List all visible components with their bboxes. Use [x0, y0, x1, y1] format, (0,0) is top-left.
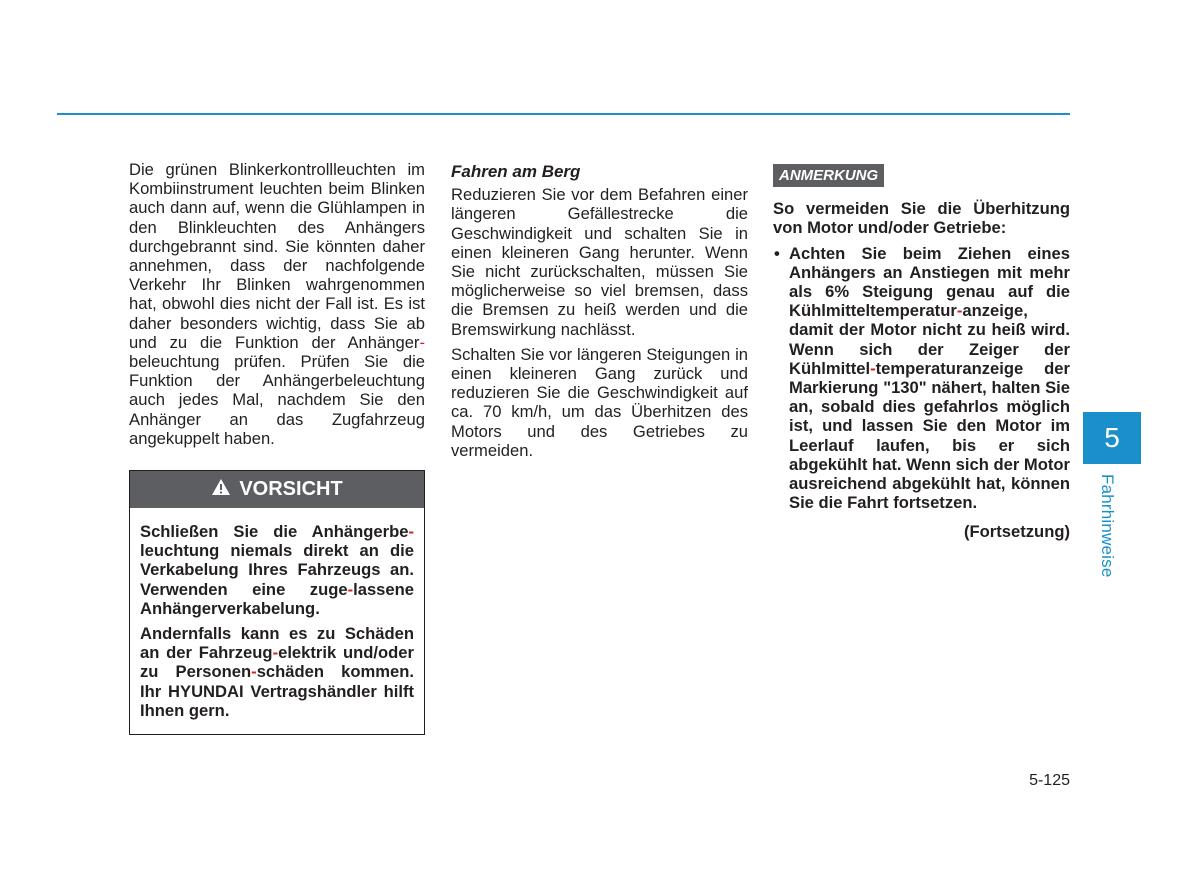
- page-number: 5-125: [1029, 772, 1070, 789]
- hyphen: -: [272, 643, 279, 663]
- caution-paragraph-1: Schließen Sie die Anhängerbe-leuchtung niemals direkt an die Verkabelung Ihres Fahrzeugs an. Verwenden eine zuge-lassene Anhängerverkabelung.: [140, 522, 414, 618]
- note-body: [773, 199, 1070, 541]
- hyphen: -: [419, 332, 425, 352]
- top-rule: [57, 113, 1070, 115]
- chapter-number-tab: 5: [1083, 412, 1141, 464]
- column-right: [773, 160, 1070, 542]
- hyphen: -: [956, 301, 963, 321]
- caution-box: [129, 470, 425, 735]
- note-bullet-item: • Achten Sie beim Ziehen eines Anhängers an Anstiegen mit mehr als 6% Steigung genau auf die Kühlmitteltemperatur-anzeige, damit der Motor nicht zu heiß wird. Wenn sich der Zeiger der Kühlmittel-temperaturanzeige der Markierung "130" nähert, halten Sie an, sobald dies gefahrlos möglich ist, und lassen Sie den Motor im Leerlauf laufen, bis er sich abgekühlt hat. Wenn sich der Motor ausreichend abgekühlt hat, können Sie die Fahrt fortsetzen.: [789, 244, 1070, 513]
- caution-paragraph-2: Andernfalls kann es zu Schäden an der Fahrzeug-elektrik und/oder zu Personen-schäden kommen. Ihr HYUNDAI Vertragshändler hilft Ihnen gern.: [140, 624, 414, 720]
- hyphen: -: [251, 662, 257, 682]
- warning-triangle-icon: [211, 478, 231, 500]
- hyphen: -: [408, 522, 414, 542]
- caution-header: [130, 471, 424, 508]
- note-bullet-list: [773, 244, 1070, 513]
- caution-body: [130, 508, 424, 734]
- section-heading: Fahren am Berg: [451, 162, 581, 181]
- caution-title: VORSICHT: [239, 477, 343, 500]
- note-label: ANMERKUNG: [773, 164, 884, 187]
- chapter-title: Fahrhinweise: [1098, 474, 1117, 578]
- hyphen: -: [870, 358, 876, 378]
- column-left: [129, 160, 425, 735]
- column-middle: [451, 160, 748, 466]
- uphill-paragraph: Schalten Sie vor längeren Steigungen in einen kleineren Gang zurück und reduzieren Sie die Geschwindigkeit auf ca. 70 km/h, um das Überhitzen des Motors und des Getriebes zu vermeiden.: [451, 344, 748, 460]
- hyphen: -: [347, 579, 354, 599]
- downhill-paragraph: Reduzieren Sie vor dem Befahren einer längeren Gefällestrecke die Geschwindigkeit und schalten Sie in einen kleineren Gang herunter. Wenn Sie nicht zurückschalten, müssen Sie möglicherweise so viel bremsen, dass die Bremsen zu heiß werden und die Bremswirkung nachlässt.: [451, 185, 748, 339]
- turn-signal-paragraph: Die grünen Blinkerkontrollleuchten im Kombiinstrument leuchten beim Blinken auch dann auf, wenn die Glühlampen in den Blinkleuchten des Anhängers durchgebrannt sind. Sie könnten daher annehmen, dass der nachfolgende Verkehr Ihr Blinken wahrgenommen hat, obwohl dies nicht der Fall ist. Es ist daher besonders wichtig, dass Sie ab und zu die Funktion der Anhänger-beleuchtung prüfen. Prüfen Sie die Funktion der Anhängerbeleuchtung auch jedes Mal, nachdem Sie den Anhänger an das Zugfahrzeug angekuppelt haben.: [129, 160, 425, 448]
- note-intro: So vermeiden Sie die Überhitzung von Motor und/oder Getriebe:: [773, 199, 1070, 238]
- continuation-label: (Fortsetzung): [964, 522, 1070, 542]
